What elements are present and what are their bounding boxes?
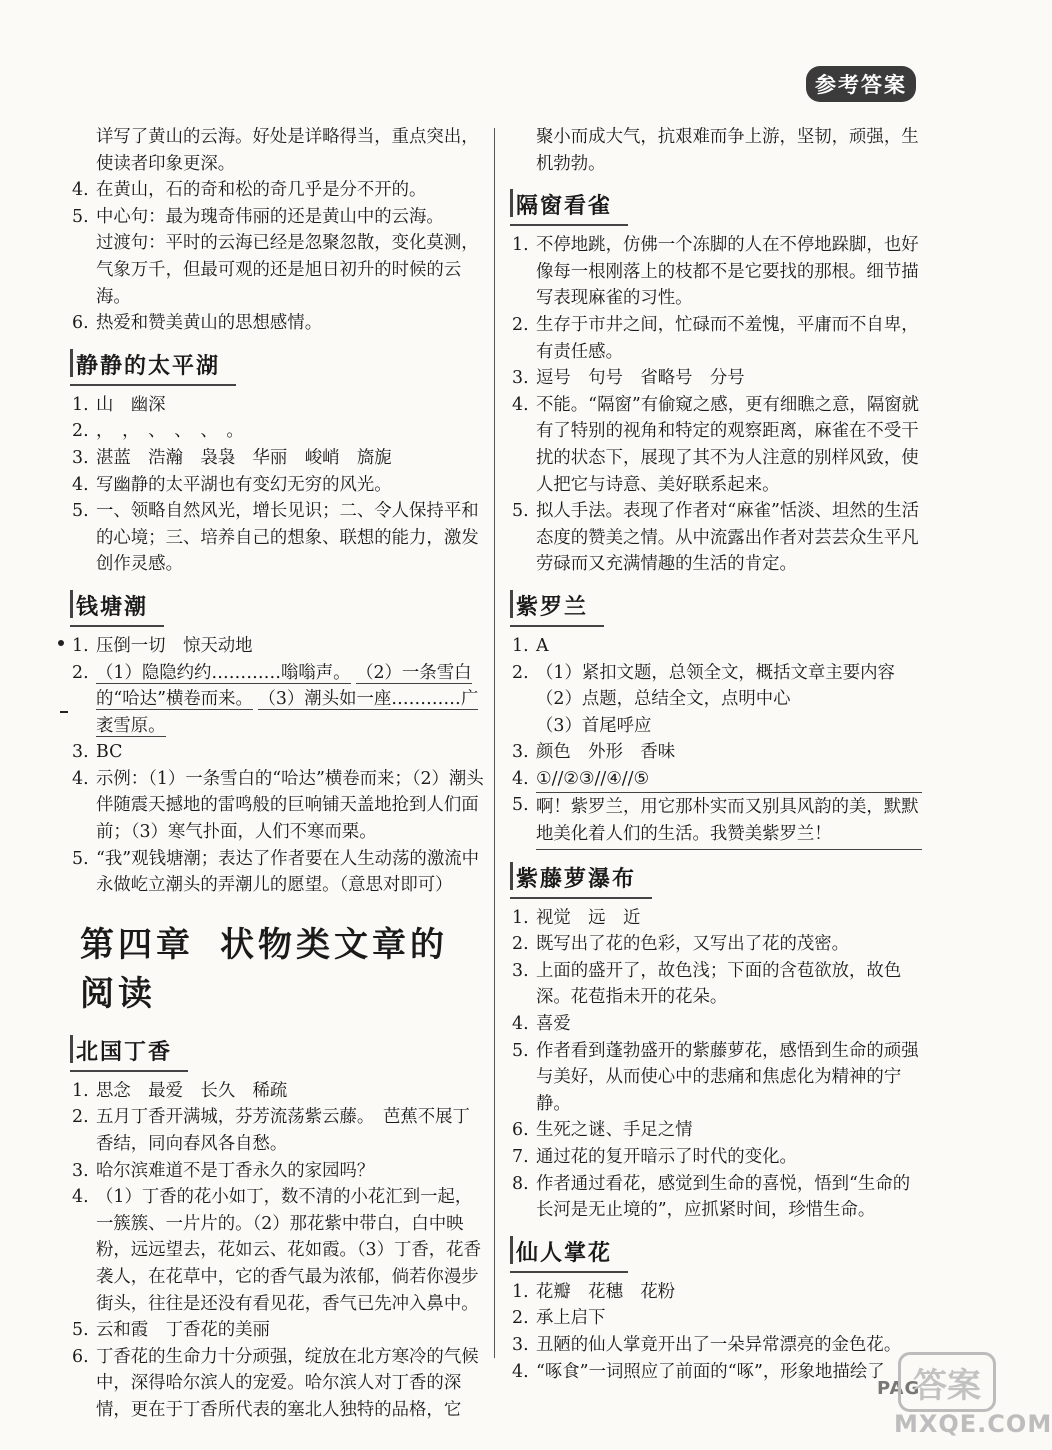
section-title: 仙人掌花 [510, 1234, 628, 1273]
answer-item: 1. 不停地跳，仿佛一个冻脚的人在不停地跺脚，也好像每一根刚落上的枝都不是它要找的那根。细节描写表现麻雀的习性。 [512, 235, 919, 309]
answer-item: 2. 承上启下 [512, 1308, 606, 1329]
answer-item: 5. 作者看到蓬勃盛开的紫藤萝花，感悟到生命的顽强与美好，从而使心中的悲痛和焦虑化为精神的宁静。 [512, 1040, 919, 1114]
answer-item: 4. “啄食”一词照应了前面的“啄”，形象地描绘了 [512, 1361, 885, 1382]
answer-item: 5. 啊！紫罗兰，用它那朴实而又别具风韵的美，默默地美化着人们的生活。我赞美紫罗兰！ [510, 792, 922, 849]
answer-item: 4. ①//②③//④//⑤ [512, 768, 650, 789]
answer-item: 1. 压倒一切 惊天动地 [72, 635, 253, 656]
answer-item: 4. 不能。“隔窗”有偷窥之感，更有细瞧之意，隔窗就有了特别的视角和特定的观察距离，麻雀在不受干扰的状态下，展现了其不为人注意的别样风致，使人把它与诗意、美好联系起来。 [512, 394, 919, 495]
section-title: 钱塘潮 [70, 588, 164, 627]
answer-item: 3. BC [72, 742, 123, 763]
intro-block [70, 124, 484, 337]
answer-item: 6. 丁香花的生命力十分顽强，绽放在北方寒冷的气候中，深得哈尔滨人的宠爱。哈尔滨人对丁香的深情，更在于丁香所代表的塞北人独特的品格，它 [72, 1346, 479, 1420]
column-divider [494, 128, 495, 1358]
left-column [70, 124, 484, 1424]
margin-dash [60, 711, 68, 713]
right-column [510, 124, 922, 1385]
boxed-text: 啊！紫罗兰，用它那朴实而又别具风韵的美，默默地美化着人们的生活。我赞美紫罗兰！ [536, 792, 922, 849]
answer-item: 1. 视觉 远 近 [512, 907, 641, 928]
answer-item: 3. 逗号 句号 省略号 分号 [512, 368, 745, 389]
answer-item: 1. A [512, 635, 549, 656]
answer-item: 详写了黄山的云海。好处是详略得当，重点突出，使读者印象更深。 [96, 127, 479, 174]
underlined-text: （2）一条雪白的“哈达”横卷而来。 [96, 662, 472, 710]
answer-item: 2. 五月丁香开满城，芬芳流荡紫云藤。 芭蕉不展丁香结，同向春风各自愁。 [72, 1107, 470, 1155]
margin-dot [58, 640, 64, 646]
section-title: 紫罗兰 [510, 588, 604, 627]
answer-item: 4. 写幽静的太平湖也有变幻无穷的风光。 [72, 474, 392, 495]
answer-item: 3. 上面的盛开了，故色浅；下面的含苞欲放，故色深。花苞指未开的花朵。 [512, 960, 902, 1008]
intro-block: 聚小而成大气，抗艰难而争上游，坚韧，顽强，生机勃勃。 [536, 127, 919, 174]
answer-item: 2. 既写出了花的色彩，又写出了花的茂密。 [512, 934, 850, 955]
answer-item: 7. 通过花的复开暗示了时代的变化。 [512, 1147, 797, 1167]
answer-item: 5. 一、领略自然风光，增长见识；二、令人保持平和的心境；三、培养自己的想象、联想的能力，激发创作灵感。 [72, 501, 479, 575]
section-title: 静静的太平湖 [70, 347, 236, 386]
chapter-title: 第四章 状物类文章的阅读 [80, 924, 448, 1014]
answer-item: 5. 中心句：最为瑰奇伟丽的还是黄山中的云海。 [72, 206, 444, 227]
answer-item: 1. 思念 最爱 长久 稀疏 [72, 1080, 288, 1101]
answer-item: 8. 作者通过看花，感觉到生命的喜悦，悟到“生命的长河是无止境的”，应抓紧时间，珍惜生命。 [512, 1173, 911, 1221]
section-title: 紫藤萝瀑布 [510, 860, 652, 899]
answer-item: 3. 丑陋的仙人掌竟开出了一朵异常漂亮的金色花。 [512, 1334, 902, 1355]
answer-item: 过渡句：平时的云海已经是忽聚忽散，变化莫测，气象万千，但最可观的还是旭日初升的时候的云海。 [96, 233, 479, 307]
answer-item: 2. （1）紧扣文题，总领全文，概括文章主要内容 [512, 662, 895, 683]
answer-subitem: （2）点题，总结全文，点明中心 [536, 689, 791, 710]
answer-item: 4. （1）丁香的花小如丁，数不清的小花汇到一起，一簇簇、一片片的。（2）那花紫中带白，白中映粉，远远望去，花如云、花如霞。（3）丁香，花香袭人，在花草中，它的香气最为浓郁，倘若你漫步街头，往往是还没有看见花，香气已先冲入鼻中。 [72, 1187, 481, 1314]
section-title: 北国丁香 [70, 1033, 188, 1072]
answer-item: 2. ， ， 、 、 、 。 [72, 421, 244, 442]
answer-item: 2. （1）隐隐约约…………嗡嗡声。 （2）一条雪白的“哈达”横卷而来。 （3）潮头如一座…………广袤雪原。 [72, 662, 479, 736]
underlined-text: （3）潮头如一座…………广袤雪原。 [96, 689, 479, 736]
watermark-url: MXQE.COM [894, 1410, 1052, 1438]
answer-badge: 参考答案 [806, 66, 916, 102]
underlined-text: （1）隐隐约约…………嗡嗡声。 [96, 662, 351, 683]
answer-item: 4. 喜爱 [512, 1014, 571, 1035]
answer-item: 5. 拟人手法。表现了作者对“麻雀”恬淡、坦然的生活态度的赞美之情。从中流露出作者对芸芸众生平凡劳碌而又充满情趣的生活的肯定。 [512, 501, 919, 575]
answer-item: 5. 云和霞 丁香花的美丽 [72, 1320, 270, 1341]
answer-item: 4. 示例：（1）一条雪白的“哈达”横卷而来；（2）潮头伴随震天撼地的雷鸣般的巨响铺天盖地抢到人们面前；（3）寒气扑面，人们不寒而栗。 [72, 768, 484, 843]
section-title: 隔窗看雀 [510, 187, 628, 226]
answer-subitem: （3）首尾呼应 [536, 715, 652, 736]
answer-item: 5. “我”观钱塘潮；表达了作者要在人生动荡的激流中永做屹立潮头的弄潮儿的愿望。（意思对即可） [72, 848, 479, 896]
answer-item: 2. 生存于市井之间，忙碌而不羞愧，平庸而不自卑，有责任感。 [512, 314, 919, 362]
page-label: PAG [877, 1378, 921, 1399]
answer-item: 4. 在黄山，石的奇和松的奇几乎是分不开的。 [72, 180, 427, 201]
answer-item: 1. 花瓣 花穗 花粉 [512, 1281, 676, 1302]
watermark-logo: 答案 [898, 1352, 996, 1412]
answer-item: 3. 颜色 外形 香味 [512, 742, 676, 763]
answer-item: 1. 山 幽深 [72, 394, 166, 415]
answer-item: 3. 湛蓝 浩瀚 袅袅 华丽 峻峭 旖旎 [72, 447, 392, 468]
answer-item: 6. 生死之谜、手足之情 [512, 1120, 693, 1141]
answer-item: 6. 热爱和赞美黄山的思想感情。 [72, 313, 323, 334]
answer-item: 3. 哈尔滨难道不是丁香永久的家园吗？ [72, 1160, 375, 1181]
